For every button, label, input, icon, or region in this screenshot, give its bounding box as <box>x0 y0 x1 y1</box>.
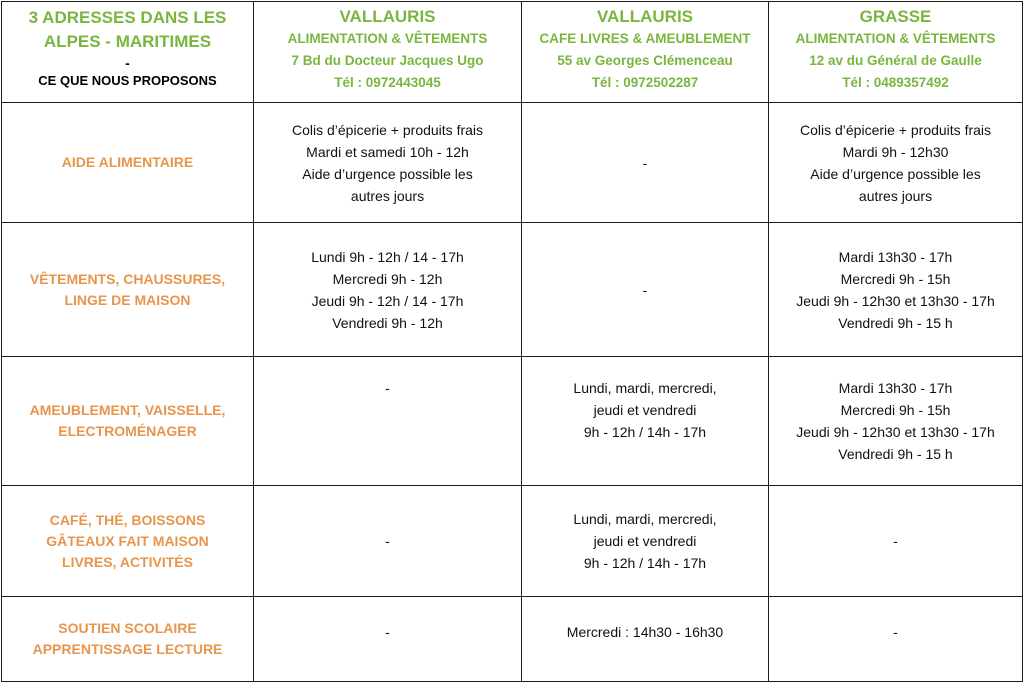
location-address: 12 av du Général de Gaulle <box>809 53 982 68</box>
schedule-line: Colis d’épicerie + produits frais <box>799 121 992 138</box>
corner-dash: - <box>125 55 130 71</box>
schedule-cell <box>522 223 769 357</box>
schedule-line: 9h - 12h / 14h - 17h <box>583 424 707 440</box>
schedule-line: autres jours <box>350 187 425 204</box>
schedule-cell <box>254 103 522 223</box>
schedule-line: Mardi 9h - 12h30 <box>842 143 949 160</box>
empty-dash: - <box>642 281 648 298</box>
schedule-line: Jeudi 9h - 12h / 14 - 17h <box>311 292 464 309</box>
empty-dash: - <box>385 624 390 640</box>
schedule-cell <box>769 103 1023 223</box>
service-label: VÊTEMENTS, CHAUSSURES, <box>29 270 226 287</box>
schedule-cell <box>254 223 522 357</box>
schedule-line: Mercredi 9h - 15h <box>840 402 951 418</box>
service-label: LINGE DE MAISON <box>64 291 191 308</box>
schedule-line: Lundi 9h - 12h / 14 - 17h <box>311 248 464 265</box>
service-label-cell <box>2 597 254 682</box>
schedule-line: Aide d’urgence possible les <box>302 165 473 182</box>
schedule-line: 9h - 12h / 14h - 17h <box>583 555 707 571</box>
schedule-line: jeudi et vendredi <box>593 402 697 418</box>
service-label: ELECTROMÉNAGER <box>58 423 197 439</box>
schedule-cell <box>254 597 522 682</box>
service-row-aide-alimentaire <box>2 103 1023 223</box>
schedule-line: Lundi, mardi, mercredi, <box>573 380 717 396</box>
location-address: 55 av Georges Clémenceau <box>557 53 733 68</box>
schedule-line: jeudi et vendredi <box>593 533 697 549</box>
schedule-line: Colis d’épicerie + produits frais <box>291 121 484 138</box>
schedule-cell <box>522 103 769 223</box>
service-label: CAFÉ, THÉ, BOISSONS <box>49 511 206 528</box>
service-label: APPRENTISSAGE LECTURE <box>32 641 223 657</box>
empty-dash: - <box>893 624 898 640</box>
schedule-cell <box>254 486 522 597</box>
schedule-cell <box>522 357 769 486</box>
service-label-cell <box>2 103 254 223</box>
location-type: ALIMENTATION & VÊTEMENTS <box>287 31 488 46</box>
service-row-ameublement <box>2 357 1023 486</box>
service-label: GÂTEAUX FAIT MAISON <box>46 532 209 549</box>
schedule-cell <box>769 597 1023 682</box>
service-label: SOUTIEN SCOLAIRE <box>58 620 197 636</box>
schedule-line: Vendredi 9h - 15 h <box>838 446 953 462</box>
corner-title-line-2: ALPES - MARITIMES <box>43 32 212 51</box>
location-type: ALIMENTATION & VÊTEMENTS <box>795 31 996 46</box>
service-row-soutien-scolaire <box>2 597 1023 682</box>
location-address: 7 Bd du Docteur Jacques Ugo <box>291 53 484 68</box>
schedule-line: Mardi et samedi 10h - 12h <box>306 143 469 160</box>
location-phone: Tél : 0972502287 <box>591 75 699 90</box>
location-phone: Tél : 0489357492 <box>842 75 949 90</box>
service-label-cell <box>2 223 254 357</box>
schedule-cell <box>769 223 1023 357</box>
schedule-cell <box>769 357 1023 486</box>
service-row-cafe <box>2 486 1023 597</box>
empty-dash: - <box>385 380 390 396</box>
service-label-cell <box>2 357 254 486</box>
location-header-1 <box>254 2 522 103</box>
corner-subtitle: CE QUE NOUS PROPOSONS <box>38 73 217 88</box>
schedule-line: Lundi, mardi, mercredi, <box>573 511 717 527</box>
schedule-line: Vendredi 9h - 15 h <box>838 314 953 331</box>
schedule-line: autres jours <box>858 187 933 204</box>
service-label: AMEUBLEMENT, VAISSELLE, <box>29 402 226 418</box>
header-row <box>2 2 1023 103</box>
service-label: AIDE ALIMENTAIRE <box>61 154 194 170</box>
empty-dash: - <box>893 533 898 549</box>
schedule-line: Mardi 13h30 - 17h <box>838 380 953 396</box>
schedule-line: Jeudi 9h - 12h30 et 13h30 - 17h <box>796 292 995 309</box>
schedule-cell <box>522 597 769 682</box>
services-table <box>1 1 1023 682</box>
service-label: LIVRES, ACTIVITÉS <box>62 553 193 570</box>
service-row-vetements <box>2 223 1023 357</box>
schedule-line: Mercredi 9h - 12h <box>332 270 443 287</box>
empty-dash: - <box>385 533 390 549</box>
empty-dash: - <box>642 154 648 171</box>
location-city: GRASSE <box>859 7 932 26</box>
schedule-line: Mardi 13h30 - 17h <box>838 248 953 265</box>
schedule-line: Vendredi 9h - 12h <box>332 314 443 331</box>
location-city: VALLAURIS <box>339 7 436 26</box>
location-header-3 <box>769 2 1023 103</box>
corner-cell <box>2 2 254 103</box>
corner-title-line-1: 3 ADRESSES DANS LES <box>28 8 227 27</box>
schedule-line: Aide d’urgence possible les <box>810 165 981 182</box>
location-header-2 <box>522 2 769 103</box>
location-city: VALLAURIS <box>596 7 693 26</box>
location-phone: Tél : 0972443045 <box>334 75 441 90</box>
schedule-cell <box>769 486 1023 597</box>
schedule-cell <box>522 486 769 597</box>
schedule-cell <box>254 357 522 486</box>
schedule-line: Mercredi 9h - 15h <box>840 270 951 287</box>
service-label-cell <box>2 486 254 597</box>
schedule-line: Mercredi : 14h30 - 16h30 <box>566 624 724 640</box>
schedule-line: Jeudi 9h - 12h30 et 13h30 - 17h <box>796 424 995 440</box>
location-type: CAFE LIVRES & AMEUBLEMENT <box>539 31 751 46</box>
